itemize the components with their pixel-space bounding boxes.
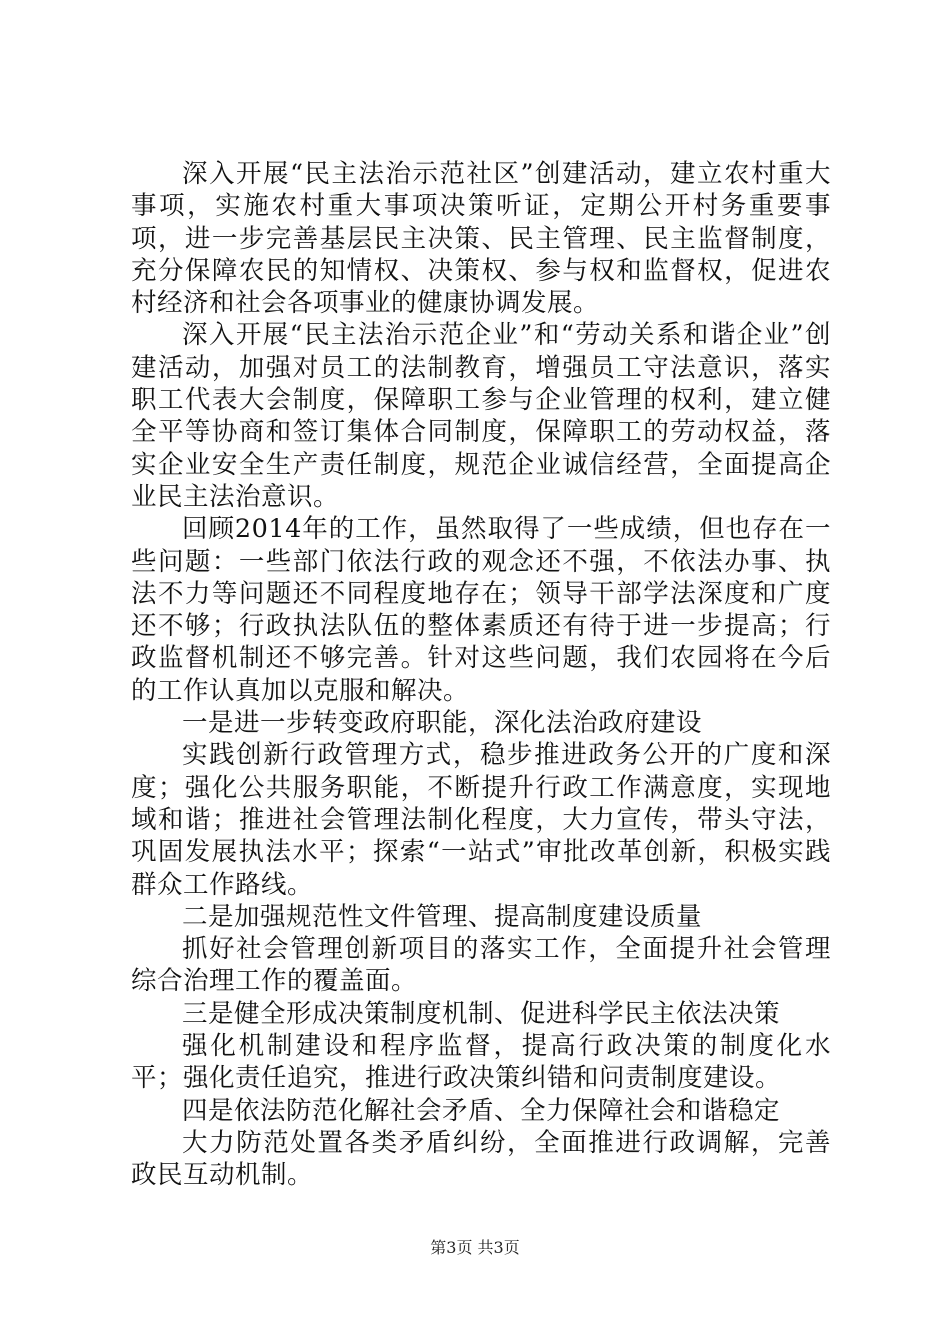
heading-point-three: 三是健全形成决策制度机制、促进科学民主依法决策 xyxy=(182,998,781,1029)
paragraph-point-three: 强化机制建设和程序监督，提高行政决策的制度化水平；强化责任追究，推进行政决策纠错和问责制度建设。 xyxy=(131,1031,831,1094)
document-body xyxy=(131,158,831,1192)
paragraph-community: 深入开展“民主法治示范社区”创建活动，建立农村重大事项，实施农村重大事项决策听证，定期公开村务重要事项，进一步完善基层民主决策、民主管理、民主监督制度，充分保障农民的知情权、决策权、参与权和监督权，促进农村经济和社会各项事业的健康协调发展。 xyxy=(131,159,831,319)
paragraph-review-2014: 回顾2014年的工作，虽然取得了一些成绩，但也存在一些问题：一些部门依法行政的观念还不强，不依法办事、执法不力等问题还不同程度地存在；领导干部学法深度和广度还不够；行政执法队伍的整体素质还有待于进一步提高；行政监督机制还不够完善。针对这些问题，我们农园将在今后的工作认真加以克服和解决。 xyxy=(131,514,831,706)
paragraph-enterprise: 深入开展“民主法治示范企业”和“劳动关系和谐企业”创建活动，加强对员工的法制教育，增强员工守法意识，落实职工代表大会制度，保障职工参与企业管理的权利，建立健全平等协商和签订集体合同制度，保障职工的劳动权益，落实企业安全生产责任制度，规范企业诚信经营，全面提高企业民主法治意识。 xyxy=(131,320,831,512)
paragraph-point-two: 抓好社会管理创新项目的落实工作，全面提升社会管理综合治理工作的覆盖面。 xyxy=(131,934,831,997)
page-footer: 第3页 共3页 xyxy=(430,1238,520,1257)
heading-point-four: 四是依法防范化解社会矛盾、全力保障社会和谐稳定 xyxy=(182,1095,781,1126)
paragraph-point-four: 大力防范处置各类矛盾纠纷，全面推进行政调解，完善政民互动机制。 xyxy=(131,1127,831,1191)
paragraph-point-one: 实践创新行政管理方式，稳步推进政务公开的广度和深度；强化公共服务职能，不断提升行政工作满意度，实现地域和谐；推进社会管理法制化程度，大力宣传，带头守法，巩固发展执法水平；探索“一站式”审批改革创新，积极实践群众工作路线。 xyxy=(131,740,831,900)
heading-point-one: 一是进一步转变政府职能，深化法治政府建设 xyxy=(182,708,703,739)
heading-point-two: 二是加强规范性文件管理、提高制度建设质量 xyxy=(182,901,703,932)
